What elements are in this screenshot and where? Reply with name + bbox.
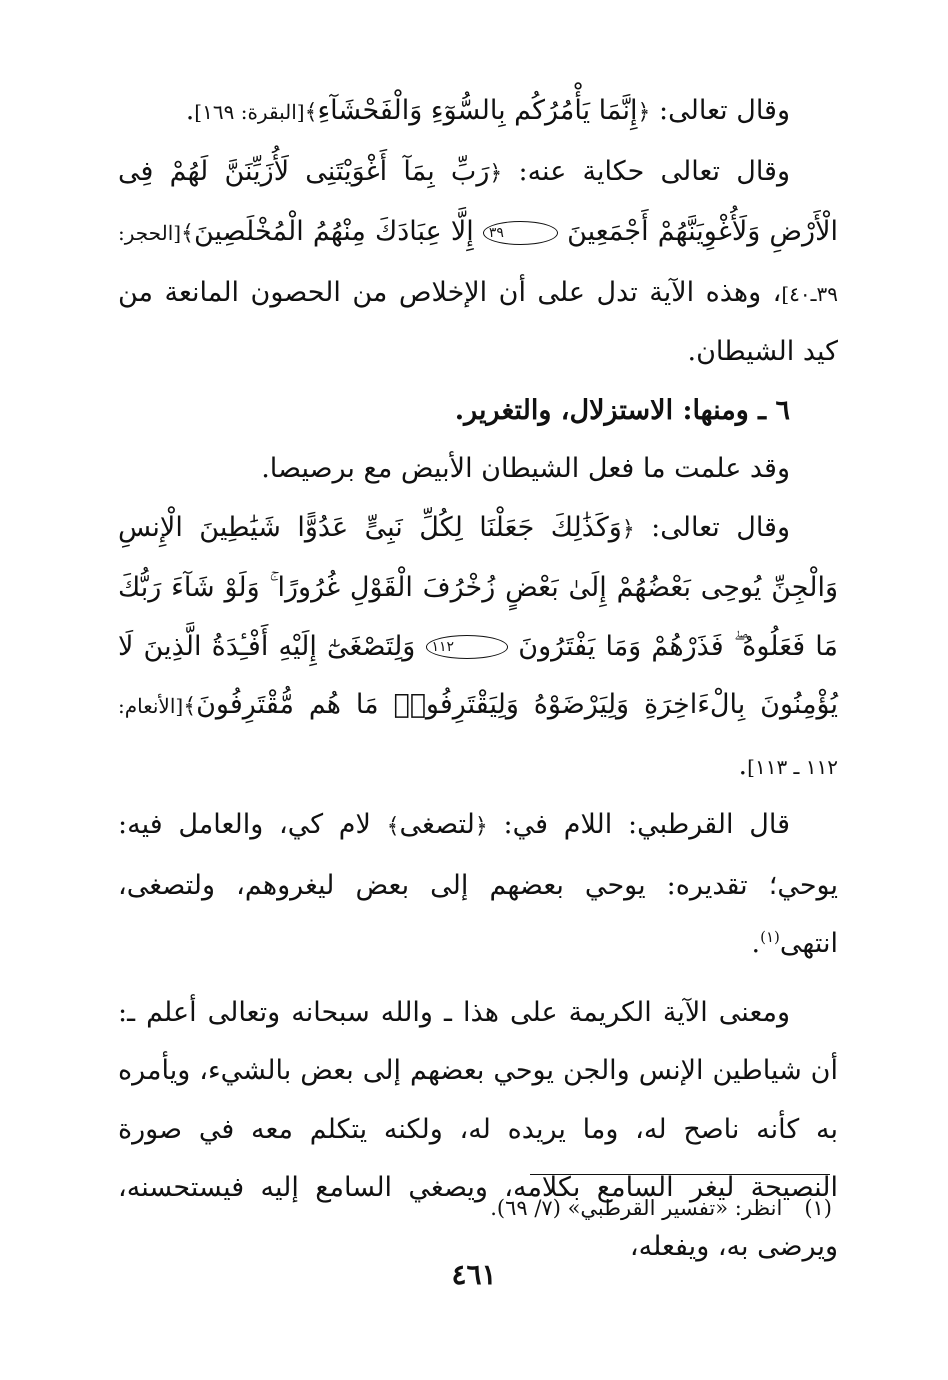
paragraph-anam-quote (118, 499, 838, 797)
paragraph-tail: ، وهذه الآية تدل على أن الإخلاص من الحصون المانعة من كيد الشيطان. (118, 276, 838, 367)
footnote-separator (530, 1174, 830, 1175)
verse-reference: [البقرة: ١٦٩] (194, 100, 305, 124)
paragraph-body: لام كي، والعامل فيه: يوحي؛ تقديره: يوحي بعضهم إلى بعض ليغروهم، ولتصغى، انتهى (118, 809, 838, 959)
paragraph-lead: قال القرطبي: اللام في: (487, 809, 791, 840)
word-open-ornament: ﴿ (474, 814, 488, 839)
paragraph-barsisa: وقد علمت ما فعل الشيطان الأبيض مع برصيصا. (261, 453, 790, 484)
footnote-text: انظر: «تفسير القرطبي» (٧/ ٦٩). (490, 1196, 783, 1220)
quran-verse: وَلِتَصْغَىٰٓ إِلَيْهِ أَفْـِٔدَةُ الَّذِينَ لَا يُؤْمِنُونَ بِالْءَاخِرَةِ وَلِيَرْضَوْهُ وَلِيَقْتَرِفُوا۟ مَا هُم مُّقْتَرِفُونَ (118, 630, 838, 720)
footnote-number: (١) (804, 1196, 832, 1220)
ayah-number-marker: ٣٩ (483, 221, 558, 245)
verse-close-ornament: ﴾ (181, 221, 194, 246)
paragraph-meaning: ومعنى الآية الكريمة على هذا ـ والله سبحانه وتعالى أعلم ـ: أن شياطين الإنس والجن يوحي بعضهم إلى بعض بالشيء، ويأمره به كأنه ناصح له، وما يريده له، ولكنه يتكلم معه في صورة النصيحة ليغر السامع بكلامه، ويصغي السامع إليه فيستحسنه، ويرضى به، ويفعله، (118, 996, 838, 1262)
footnote-marker: (١) (760, 928, 780, 946)
word-close-ornament: ﴾ (386, 814, 400, 839)
section-heading: ٦ ـ ومنها: الاستزلال، والتغرير. (454, 394, 790, 426)
paragraph-baqarah-quote (118, 82, 838, 143)
quran-verse: إِلَّا عِبَادَكَ مِنْهُمُ الْمُخْلَصِينَ (193, 216, 474, 247)
verse-reference: [الحجر: ٣٩ـ٤٠] (118, 221, 838, 306)
paragraph-tail: . (751, 928, 761, 959)
quran-verse: وَكَذَٰلِكَ جَعَلْنَا لِكُلِّ نَبِىٍّ عَدُوًّا شَيَٰطِينَ الْإِنسِ وَالْجِنِّ يُوحِى بَعْضُهُمْ إِلَىٰ بَعْضٍ زُخْرُفَ الْقَوْلِ غُرُورًا ۚ وَلَوْ شَآءَ رَبُّكَ مَا فَعَلُوهُ ۖ فَذَرْهُمْ وَمَا يَفْتَرُونَ (118, 511, 838, 662)
quoted-word: لتصغى (399, 809, 475, 840)
paragraph-lead: وقال تعالى حكاية عنه: (502, 155, 791, 187)
ayah-number-marker: ١١٢ (426, 635, 509, 659)
footnote (118, 1190, 832, 1226)
paragraph-tail: . (185, 95, 195, 126)
paragraph-lead: وقال تعالى: (634, 511, 790, 543)
paragraph-tail: . (738, 749, 748, 781)
main-text (118, 82, 838, 1276)
verse-close-ornament: ﴾ (183, 694, 197, 719)
quran-verse: رَبِّ بِمَآ أَغْوَيْتَنِى لَأُزَيِّنَنَّ لَهُمْ فِى الْأَرْضِ وَلَأُغْوِيَنَّهُمْ أَجْمَعِينَ (118, 155, 838, 247)
paragraph-hijr-quote (118, 143, 838, 382)
paragraph-qurtubi (118, 796, 838, 974)
verse-open-ornament: ﴿ (637, 100, 651, 125)
quran-verse: إِنَّمَا يَأْمُرُكُم بِالسُّوٓءِ وَالْفَحْشَآءِ (317, 95, 638, 126)
verse-close-ornament: ﴾ (304, 100, 318, 125)
verse-open-ornament: ﴿ (621, 516, 635, 542)
verse-open-ornament: ﴿ (489, 160, 503, 186)
verse-reference: [الأنعام: ١١٢ ـ ١١٣] (118, 694, 838, 779)
paragraph-lead: وقال تعالى: (650, 95, 790, 126)
page-number: ٤٦١ (451, 1258, 497, 1291)
